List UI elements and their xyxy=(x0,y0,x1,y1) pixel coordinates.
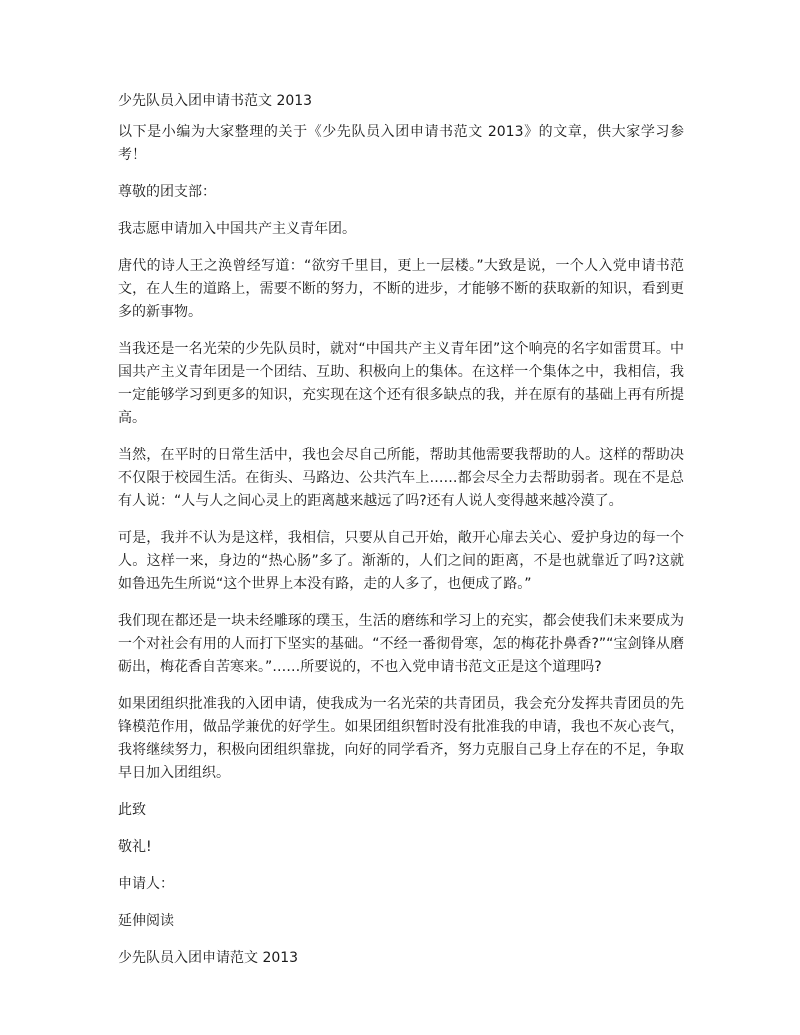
body-paragraph: 当然，在平时的日常生活中，我也会尽自己所能，帮助其他需要我帮助的人。这样的帮助决不仅限于校园生活。在街头、马路边、公共汽车上……都会尽全力去帮助弱者。现在不是总有人说：“人与人之间心灵上的距离越来越远了吗?还有人说人变得越来越冷漠了。 xyxy=(118,447,684,509)
extended-reading-link[interactable]: 少先队员入团申请范文 2013 xyxy=(118,950,299,966)
body-paragraph: 可是，我并不认为是这样，我相信，只要从自己开始，敞开心扉去关心、爱护身边的每一个人。这样一来，身边的“热心肠”多了。渐渐的，人们之间的距离，不是也就靠近了吗?这就如鲁迅先生所说“这个世界上本没有路，走的人多了，也便成了路。” xyxy=(118,530,684,592)
intro-paragraph: 以下是小编为大家整理的关于《少先队员入团申请书范文 2013》的文章，供大家学习参考！ xyxy=(118,124,684,163)
closing-line: 此致 xyxy=(118,802,146,818)
body-paragraph: 我志愿申请加入中国共产主义青年团。 xyxy=(118,221,356,237)
body-paragraph: 如果团组织批准我的入团申请，使我成为一名光荣的共青团员，我会充分发挥共青团员的先锋模范作用，做品学兼优的好学生。如果团组织暂时没有批准我的申请，我也不灰心丧气，我将继续努力，积极向团组织靠拢，向好的同学看齐，努力克服自己身上存在的不足，争取早日加入团组织。 xyxy=(118,696,684,781)
salutation: 尊敬的团支部： xyxy=(118,184,216,200)
applicant-line: 申请人： xyxy=(118,876,174,892)
extended-reading-heading: 延伸阅读 xyxy=(118,913,174,929)
closing-salute: 敬礼! xyxy=(118,839,152,855)
body-paragraph: 当我还是一名光荣的少先队员时，就对“中国共产主义青年团”这个响亮的名字如雷贯耳。中国共产主义青年团是一个团结、互助、积极向上的集体。在这样一个集体之中，我相信，我一定能够学习到更多的知识，充实现在这个还有很多缺点的我，并在原有的基础上再有所提高。 xyxy=(118,341,684,426)
body-paragraph: 唐代的诗人王之涣曾经写道：“欲穷千里目，更上一层楼。”大致是说，一个人入党申请书范文，在人生的道路上，需要不断的努力，不断的进步，才能够不断的获取新的知识，看到更多的新事物。 xyxy=(118,258,684,320)
body-paragraph: 我们现在都还是一块未经雕琢的璞玉，生活的磨练和学习上的充实，都会使我们未来要成为一个对社会有用的人而打下坚实的基础。“不经一番彻骨寒，怎的梅花扑鼻香?”“宝剑锋从磨砺出，梅花香自苦寒来。”……所要说的，不也入党申请书范文正是这个道理吗? xyxy=(118,613,684,675)
document-title: 少先队员入团申请书范文 2013 xyxy=(118,93,313,109)
document-page xyxy=(118,90,684,984)
